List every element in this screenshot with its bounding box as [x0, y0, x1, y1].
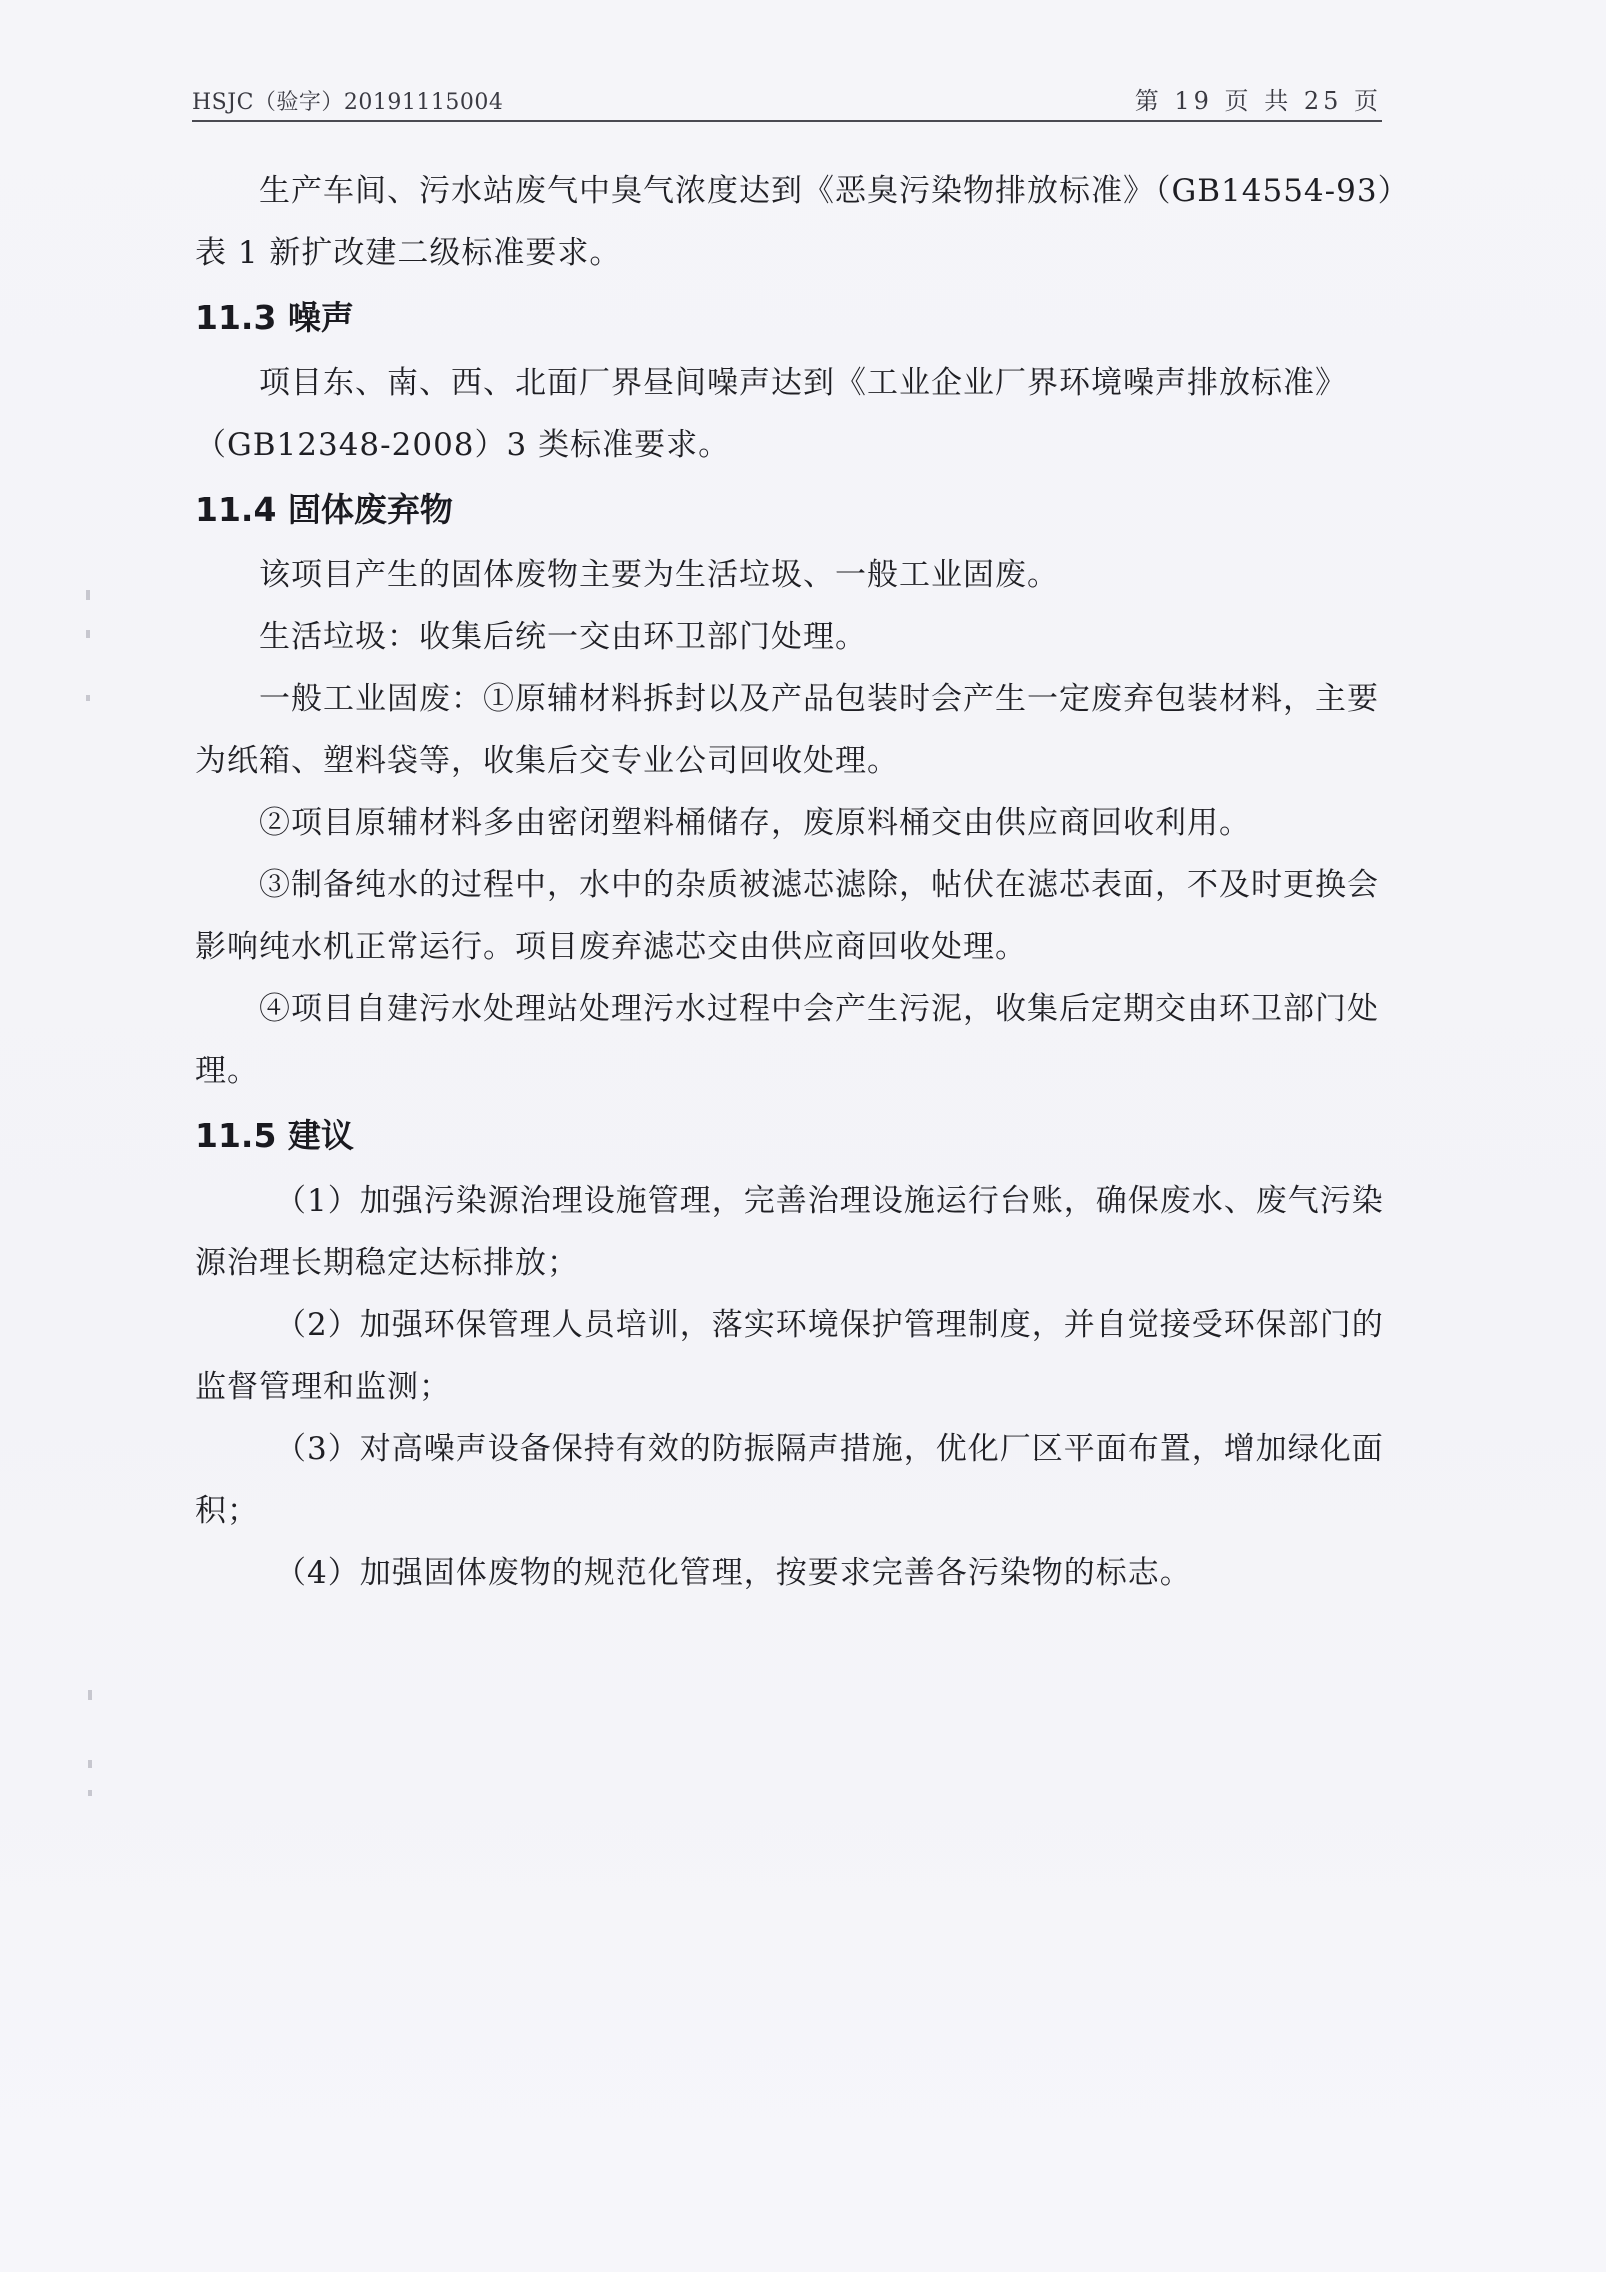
binding-mark	[88, 1790, 92, 1796]
section-heading-solid-waste: 11.4 固体废弃物	[195, 490, 453, 529]
solid-waste-paragraph: 该项目产生的固体废物主要为生活垃圾、一般工业固废。	[259, 557, 1059, 593]
advice-item: （2）加强环保管理人员培训，落实环境保护管理制度，并自觉接受环保部门的监督管理和监测；	[195, 1307, 1384, 1405]
industrial-waste-paragraph: 一般工业固废：①原辅材料拆封以及产品包装时会产生一定废弃包装材料，主要为纸箱、塑料袋等，收集后交专业公司回收处理。	[195, 681, 1379, 779]
noise-paragraph: 项目东、南、西、北面厂界昼间噪声达到《工业企业厂界环境噪声排放标准》（GB12348-2008）3 类标准要求。	[195, 365, 1347, 463]
section-heading-noise: 11.3 噪声	[195, 298, 354, 337]
binding-mark	[88, 1760, 92, 1768]
advice-item: （3）对高噪声设备保持有效的防振隔声措施，优化厂区平面布置，增加绿化面积；	[195, 1431, 1384, 1529]
page-header	[192, 78, 1382, 122]
advice-item: （1）加强污染源治理设施管理，完善治理设施运行台账，确保废水、废气污染源治理长期稳定达标排放；	[195, 1183, 1384, 1281]
document-body	[195, 160, 1405, 1604]
waste-item-4: ④项目自建污水处理站处理污水过程中会产生污泥，收集后定期交由环卫部门处理。	[195, 991, 1379, 1089]
binding-mark	[88, 1690, 92, 1700]
binding-mark	[86, 630, 90, 638]
binding-mark	[86, 695, 90, 701]
section-heading-advice: 11.5 建议	[195, 1116, 354, 1155]
waste-item-2: ②项目原辅材料多由密闭塑料桶储存，废原料桶交由供应商回收利用。	[259, 805, 1251, 841]
advice-item: （4）加强固体废物的规范化管理，按要求完善各污染物的标志。	[275, 1555, 1192, 1591]
document-code: HSJC（验字）20191115004	[192, 90, 504, 115]
domestic-waste-paragraph: 生活垃圾：收集后统一交由环卫部门处理。	[259, 619, 867, 655]
waste-item-3: ③制备纯水的过程中，水中的杂质被滤芯滤除，帖伏在滤芯表面，不及时更换会影响纯水机正常运行。项目废弃滤芯交由供应商回收处理。	[195, 867, 1379, 965]
binding-mark	[86, 590, 90, 600]
page-number: 第 19 页 共 25 页	[1134, 87, 1382, 115]
odor-standard-paragraph: 生产车间、污水站废气中臭气浓度达到《恶臭污染物排放标准》（GB14554-93）表 1 新扩改建二级标准要求。	[195, 173, 1395, 271]
